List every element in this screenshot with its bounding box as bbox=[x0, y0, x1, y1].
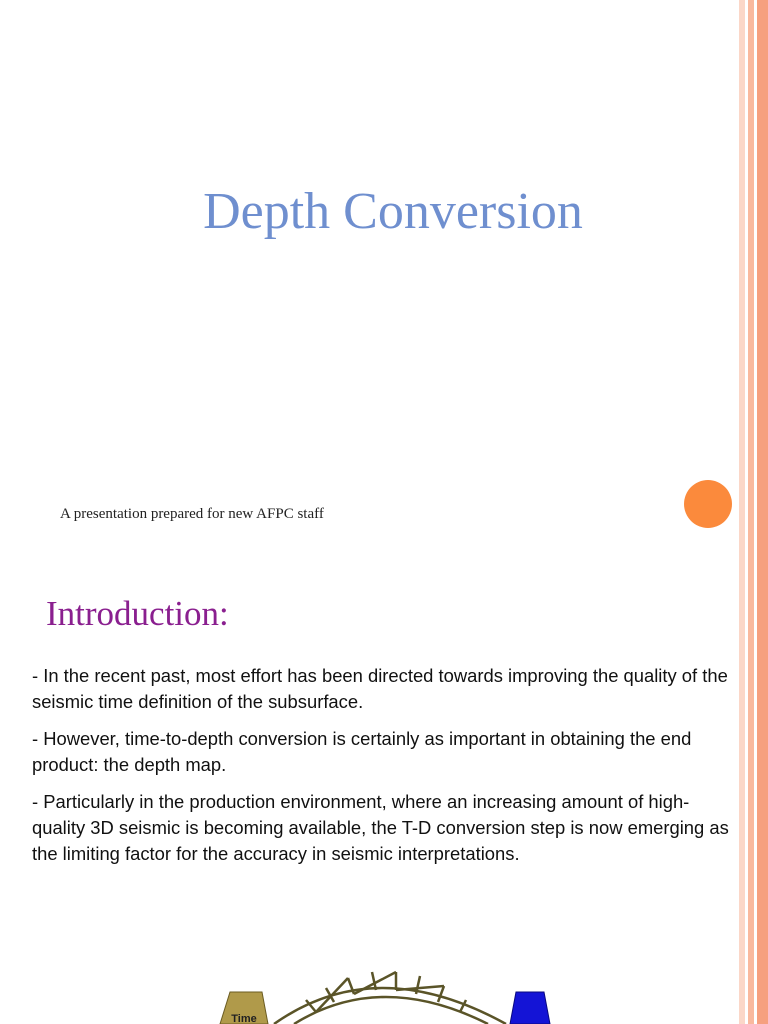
depth-pier bbox=[510, 992, 550, 1024]
page-title: Depth Conversion bbox=[203, 183, 583, 240]
time-depth-bridge-diagram bbox=[216, 958, 576, 1024]
subtitle: A presentation prepared for new AFPC staff bbox=[60, 506, 324, 522]
decor-stripe bbox=[757, 0, 768, 1024]
paragraph-1: - In the recent past, most effort has been directed towards improving the quality of the seismic time definition of the subsurface. bbox=[32, 665, 728, 712]
time-label: Time bbox=[231, 1013, 257, 1024]
bridge-arch bbox=[274, 972, 506, 1024]
accent-dot bbox=[684, 480, 732, 528]
intro-paragraphs bbox=[32, 663, 732, 878]
paragraph-3: - Particularly in the production environment, where an increasing amount of high-quality 3D seismic is becoming available, the T-D conversion step is now emerging as the limiting factor for the accuracy in seismic interpretations. bbox=[32, 791, 729, 864]
section-heading: Introduction: bbox=[46, 594, 229, 633]
paragraph-2: - However, time-to-depth conversion is certainly as important in obtaining the end product: the depth map. bbox=[32, 728, 692, 775]
